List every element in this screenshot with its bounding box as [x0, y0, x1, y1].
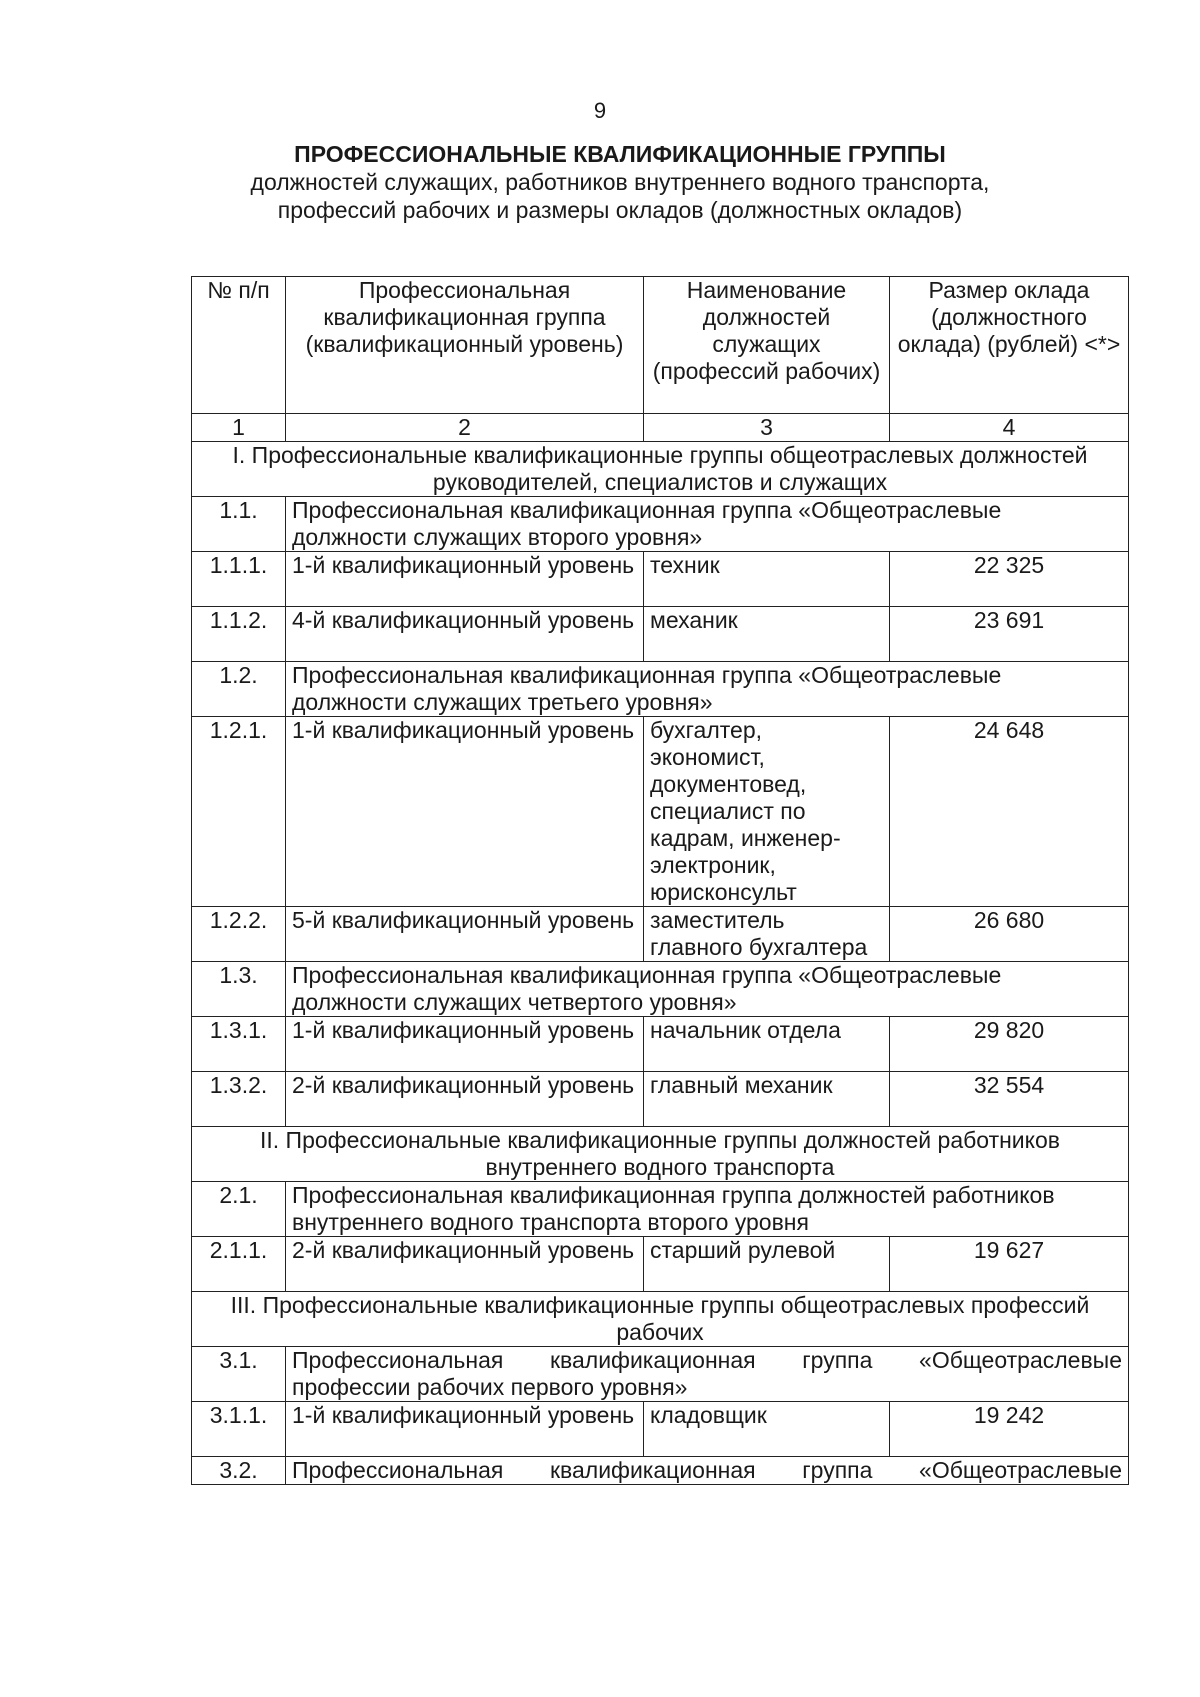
row-number: 3.1.1. — [192, 1402, 286, 1457]
group-row — [192, 1457, 1129, 1485]
header-number: № п/п — [192, 277, 286, 414]
qualification-level: 4-й квалификационный уровень — [286, 607, 644, 662]
salary-value: 29 820 — [890, 1017, 1129, 1072]
row-number: 1.1. — [192, 497, 286, 552]
group-title: Профессиональная квалификационная группа «Общеотраслевые должности служащих четвертого уровня» — [286, 962, 1129, 1017]
position-name: старший рулевой — [644, 1237, 890, 1292]
row-number: 2.1.1. — [192, 1237, 286, 1292]
section-title: II. Профессиональные квалификационные группы должностей работников внутреннего водного транспорта — [192, 1127, 1129, 1182]
group-title: Профессиональная квалификационная группа должностей работников внутреннего водного транспорта второго уровня — [286, 1182, 1129, 1237]
column-number: 1 — [192, 414, 286, 442]
column-number: 3 — [644, 414, 890, 442]
qualification-level: 1-й квалификационный уровень — [286, 552, 644, 607]
position-name: главный механик — [644, 1072, 890, 1127]
section-row — [192, 442, 1129, 497]
qualification-level: 1-й квалификационный уровень — [286, 1402, 644, 1457]
qualification-level: 1-й квалификационный уровень — [286, 717, 644, 907]
row-number: 1.2.2. — [192, 907, 286, 962]
salary-value: 26 680 — [890, 907, 1129, 962]
section-row — [192, 1292, 1129, 1347]
table-header-row — [192, 277, 1129, 414]
position-name: механик — [644, 607, 890, 662]
title-block — [200, 140, 1040, 224]
group-row — [192, 1182, 1129, 1237]
table-row — [192, 607, 1129, 662]
row-number: 1.1.1. — [192, 552, 286, 607]
salary-table — [191, 276, 1129, 1485]
section-title: III. Профессиональные квалификационные группы общеотраслевых профессий рабочих — [192, 1292, 1129, 1347]
salary-value: 24 648 — [890, 717, 1129, 907]
group-title: Профессиональная квалификационная группа «Общеотраслевые профессии рабочих первого уровня» — [286, 1347, 1129, 1402]
salary-value: 32 554 — [890, 1072, 1129, 1127]
header-position: Наименование должностей служащих (профессий рабочих) — [644, 277, 890, 414]
group-row — [192, 962, 1129, 1017]
header-group: Профессиональная квалификационная группа (квалификационный уровень) — [286, 277, 644, 414]
row-number: 1.2. — [192, 662, 286, 717]
row-number: 1.3.2. — [192, 1072, 286, 1127]
page-number: 9 — [593, 98, 607, 123]
row-number: 1.3. — [192, 962, 286, 1017]
position-name: заместитель главного бухгалтера — [644, 907, 890, 962]
section-title: I. Профессиональные квалификационные группы общеотраслевых должностей руководителей, специалистов и служащих — [192, 442, 1129, 497]
column-number: 2 — [286, 414, 644, 442]
qualification-level: 2-й квалификационный уровень — [286, 1072, 644, 1127]
row-number: 1.3.1. — [192, 1017, 286, 1072]
column-number: 4 — [890, 414, 1129, 442]
group-title: Профессиональная квалификационная группа «Общеотраслевые должности служащих третьего уровня» — [286, 662, 1129, 717]
salary-value: 22 325 — [890, 552, 1129, 607]
salary-value: 23 691 — [890, 607, 1129, 662]
salary-value: 19 627 — [890, 1237, 1129, 1292]
document-subtitle: должностей служащих, работников внутреннего водного транспорта, профессий рабочих и размеры окладов (должностных окладов) — [250, 169, 990, 223]
table-row — [192, 717, 1129, 907]
table-row — [192, 907, 1129, 962]
document-title: ПРОФЕССИОНАЛЬНЫЕ КВАЛИФИКАЦИОННЫЕ ГРУППЫ — [294, 141, 946, 167]
group-row — [192, 1347, 1129, 1402]
group-row — [192, 497, 1129, 552]
section-row — [192, 1127, 1129, 1182]
table-row — [192, 1237, 1129, 1292]
position-name: техник — [644, 552, 890, 607]
table-row — [192, 1402, 1129, 1457]
table-row — [192, 552, 1129, 607]
qualification-level: 2-й квалификационный уровень — [286, 1237, 644, 1292]
qualification-level: 5-й квалификационный уровень — [286, 907, 644, 962]
row-number: 1.1.2. — [192, 607, 286, 662]
table-row — [192, 1017, 1129, 1072]
row-number: 1.2.1. — [192, 717, 286, 907]
header-salary: Размер оклада (должностного оклада) (рублей) <*> — [890, 277, 1129, 414]
qualification-level: 1-й квалификационный уровень — [286, 1017, 644, 1072]
group-title: Профессиональная квалификационная группа «Общеотраслевые должности служащих второго уровня» — [286, 497, 1129, 552]
column-numbers-row — [192, 414, 1129, 442]
position-name: бухгалтер, экономист, документовед, специалист по кадрам, инженер-электроник, юрисконсульт — [644, 717, 890, 907]
position-name: кладовщик — [644, 1402, 890, 1457]
salary-value: 19 242 — [890, 1402, 1129, 1457]
row-number: 3.1. — [192, 1347, 286, 1402]
group-title: Профессиональная квалификационная группа «Общеотраслевые — [286, 1457, 1129, 1485]
row-number: 3.2. — [192, 1457, 286, 1485]
row-number: 2.1. — [192, 1182, 286, 1237]
group-row — [192, 662, 1129, 717]
position-name: начальник отдела — [644, 1017, 890, 1072]
table-row — [192, 1072, 1129, 1127]
